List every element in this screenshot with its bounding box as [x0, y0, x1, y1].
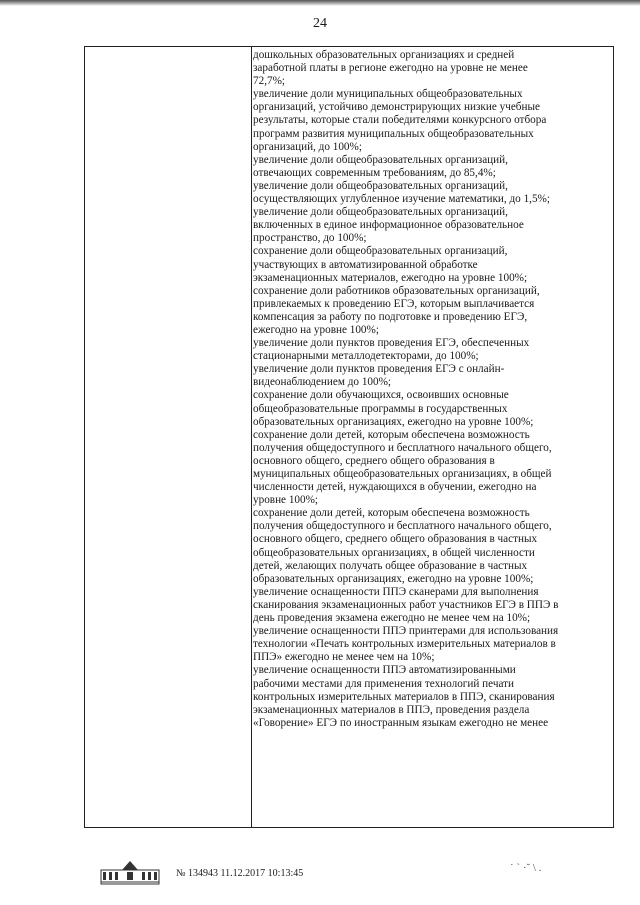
text-line: пространство, до 100%;: [253, 232, 367, 245]
text-line: организаций, устойчиво демонстрирующих низкие учебные: [253, 101, 540, 114]
text-line: сохранение доли детей, которым обеспечена возможность: [253, 428, 530, 441]
text-line: увеличение оснащенности ППЭ сканерами для выполнения: [253, 585, 539, 598]
text-line: сохранение доли обучающихся, освоивших основные: [253, 389, 509, 402]
text-line: увеличение оснащенности ППЭ принтерами для использования: [253, 625, 559, 638]
text-line: контрольных измерительных материалов в ППЭ, сканирования: [253, 690, 555, 703]
text-line: ежегодно на уровне 100%;: [253, 323, 379, 336]
text-line: дошкольных образовательных организациях и средней: [253, 49, 515, 61]
text-line: программ развития муниципальных общеобразовательных: [253, 127, 534, 140]
text-line: увеличение доли муниципальных общеобразовательных: [253, 88, 523, 101]
text-line: получения общедоступного и бесплатного начального общего,: [253, 520, 552, 533]
text-line: компенсация за работу по подготовке и проведению ЕГЭ,: [253, 310, 528, 323]
text-line: сохранение доли детей, которым обеспечена возможность: [253, 507, 530, 520]
scan-top-edge: [0, 0, 640, 6]
text-line: 72,7%;: [253, 75, 286, 88]
text-line: увеличение доли пунктов проведения ЕГЭ с онлайн-: [253, 363, 505, 376]
text-line: результаты, которые стали победителями конкурсного отбора: [253, 114, 547, 127]
text-line: увеличение доли общеобразовательных организаций,: [253, 153, 508, 166]
text-line: основного общего, среднего общего образования в частных: [253, 533, 538, 546]
document-table: [84, 46, 614, 828]
text-line: общеобразовательные программы в государственных: [253, 402, 508, 415]
text-line: экзаменационных материалов, ежегодно на уровне 100%;: [253, 271, 528, 284]
table-text-column: [253, 49, 609, 827]
text-line: получения общедоступного и бесплатного начального общего,: [253, 441, 552, 454]
text-line: ППЭ» ежегодно не менее чем на 10%;: [253, 651, 435, 664]
text-line: заработной платы в регионе ежегодно на уровне не менее: [253, 62, 528, 75]
document-stamp-id: № 134943 11.12.2017 10:13:45: [176, 868, 304, 879]
text-line: день проведения экзамена ежегодно не менее чем на 10%;: [253, 612, 531, 625]
text-line: образовательных организациях, ежегодно на уровне 100%;: [253, 572, 534, 585]
text-line: экзаменационных материалов в ППЭ, проведения раздела: [253, 703, 530, 716]
text-line: уровне 100%;: [253, 494, 319, 507]
text-line: «Говорение» ЕГЭ по иностранным языкам ежегодно не менее: [253, 716, 549, 729]
page-footer: [100, 858, 560, 888]
text-line: осуществляющих углубленное изучение математики, до 1,5%;: [253, 193, 550, 206]
text-line: сканирования экзаменационных работ участников ЕГЭ в ППЭ в: [253, 598, 559, 611]
text-line: образовательных организациях, ежегодно на уровне 100%;: [253, 415, 534, 428]
text-line: видеонаблюдением до 100%;: [253, 376, 392, 389]
scan-mark: ˙ ` ·˘ \ .: [510, 862, 542, 874]
page-number: 24: [313, 16, 327, 31]
government-building-logo-icon: [100, 858, 160, 886]
text-line: увеличение оснащенности ППЭ автоматизированными: [253, 664, 516, 677]
text-line: рабочими местами для применения технологий печати: [253, 677, 514, 690]
text-line: увеличение доли общеобразовательных организаций,: [253, 206, 508, 219]
text-line: сохранение доли общеобразовательных организаций,: [253, 245, 508, 258]
text-line: муниципальных общеобразовательных организациях, в общей: [253, 468, 552, 480]
table-left-column: [85, 47, 252, 827]
text-line: увеличение доли пунктов проведения ЕГЭ, обеспеченных: [253, 337, 530, 350]
text-line: включенных в единое информационное образовательное: [253, 219, 524, 232]
text-line: стационарными металлодетекторами, до 100%;: [253, 350, 479, 363]
text-line: сохранение доли работников образовательных организаций,: [253, 284, 540, 297]
text-line: увеличение доли общеобразовательных организаций,: [253, 179, 508, 192]
text-line: организаций, до 100%;: [253, 140, 362, 153]
text-line: привлекаемых к проведению ЕГЭ, которым выплачивается: [253, 297, 535, 310]
text-line: детей, желающих получать общее образование в частных: [253, 559, 528, 572]
text-line: основного общего, среднего общего образования в: [253, 454, 495, 467]
text-line: общеобразовательных организациях, в общей численности: [253, 546, 535, 559]
text-line: участвующих в автоматизированной обработке: [253, 258, 478, 271]
text-line: отвечающих современным требованиям, до 85,4%;: [253, 166, 496, 179]
text-line: технологии «Печать контрольных измерительных материалов в: [253, 638, 556, 651]
text-line: численности детей, нуждающихся в обучении, ежегодно на: [253, 481, 537, 494]
